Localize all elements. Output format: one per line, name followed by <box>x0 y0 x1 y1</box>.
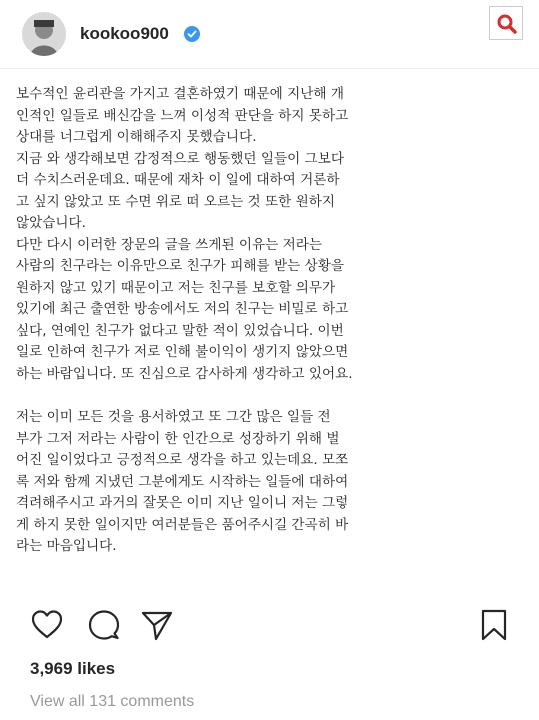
heart-icon <box>30 608 64 642</box>
caption-line: 하는 바람입니다. 또 진심으로 감사하게 생각하고 있어요. <box>16 365 353 382</box>
caption-line: 부가 그저 저라는 사람이 한 인간으로 성장하기 위해 벌 <box>16 430 340 447</box>
comment-icon <box>87 608 121 642</box>
caption-line: 격려해주시고 과거의 잘못은 이미 지난 일이니 저는 그렇 <box>16 495 349 511</box>
caption-line: 원하지 않고 있기 때문이고 저는 친구를 보호할 의무가 <box>16 279 336 296</box>
caption-line: 일로 인하여 친구가 저로 인해 불이익이 생기지 않았으면 <box>16 344 349 360</box>
caption-line: 상대를 너그럽게 이해해주지 못했습니다. <box>16 129 257 145</box>
like-button[interactable] <box>30 608 64 642</box>
caption-line: 지금 와 생각해보면 감정적으로 행동했던 일들이 그보다 <box>16 150 344 167</box>
caption-line: 싶다, 연예인 친구가 없다고 말한 적이 있었습니다. 이번 <box>16 322 344 339</box>
caption-line: 더 수치스러운데요. 때문에 재차 이 일에 대하여 거론하 <box>16 172 340 188</box>
caption-line: 고 싶지 않았고 또 수면 위로 떠 오르는 것 또한 원하지 <box>16 193 335 210</box>
post-actions <box>0 604 539 648</box>
caption-line: 다만 다시 이러한 장문의 글을 쓰게된 이유는 저라는 <box>16 236 323 253</box>
likes-count[interactable]: 3,969 likes <box>30 659 116 678</box>
view-comments-link[interactable]: View all 131 comments <box>30 693 195 710</box>
caption-paragraph-1 <box>16 84 532 385</box>
caption-line: 사람의 친구라는 이유만으로 친구가 피해를 받는 상황을 <box>16 258 344 274</box>
caption-line: 라는 마음입니다. <box>16 538 117 554</box>
share-icon <box>140 608 174 642</box>
save-button[interactable] <box>477 608 511 642</box>
caption-line: 록 저와 함께 지냈던 그분에게도 시작하는 일들에 대하여 <box>16 473 349 490</box>
post-header <box>0 0 539 69</box>
caption-line: 인적인 일들로 배신감을 느껴 이성적 판단을 하지 못하고 <box>16 107 349 124</box>
verified-badge-icon <box>184 26 200 42</box>
caption-line: 보수적인 윤리관을 가지고 결혼하였기 때문에 지난해 개 <box>16 86 344 102</box>
share-button[interactable] <box>140 608 174 642</box>
caption-paragraph-2 <box>16 407 532 558</box>
bookmark-icon <box>477 608 511 642</box>
paragraph-gap <box>16 385 532 407</box>
post-caption <box>16 84 532 558</box>
caption-line: 않았습니다. <box>16 215 86 231</box>
comment-button[interactable] <box>87 608 121 642</box>
caption-line: 어진 일이었다고 긍정적으로 생각을 하고 있는데요. 모쪼 <box>16 452 349 468</box>
caption-line: 있기에 최근 출연한 방송에서도 저의 친구는 비밀로 하고 <box>16 301 349 317</box>
caption-line: 저는 이미 모든 것을 용서하였고 또 그간 많은 일들 전 <box>16 409 331 425</box>
username[interactable]: kookoo900 <box>80 24 169 43</box>
caption-line: 게 하지 못한 일이지만 여러분들은 품어주시길 간곡히 바 <box>16 516 349 533</box>
search-button[interactable] <box>489 6 523 40</box>
avatar[interactable] <box>22 12 66 56</box>
